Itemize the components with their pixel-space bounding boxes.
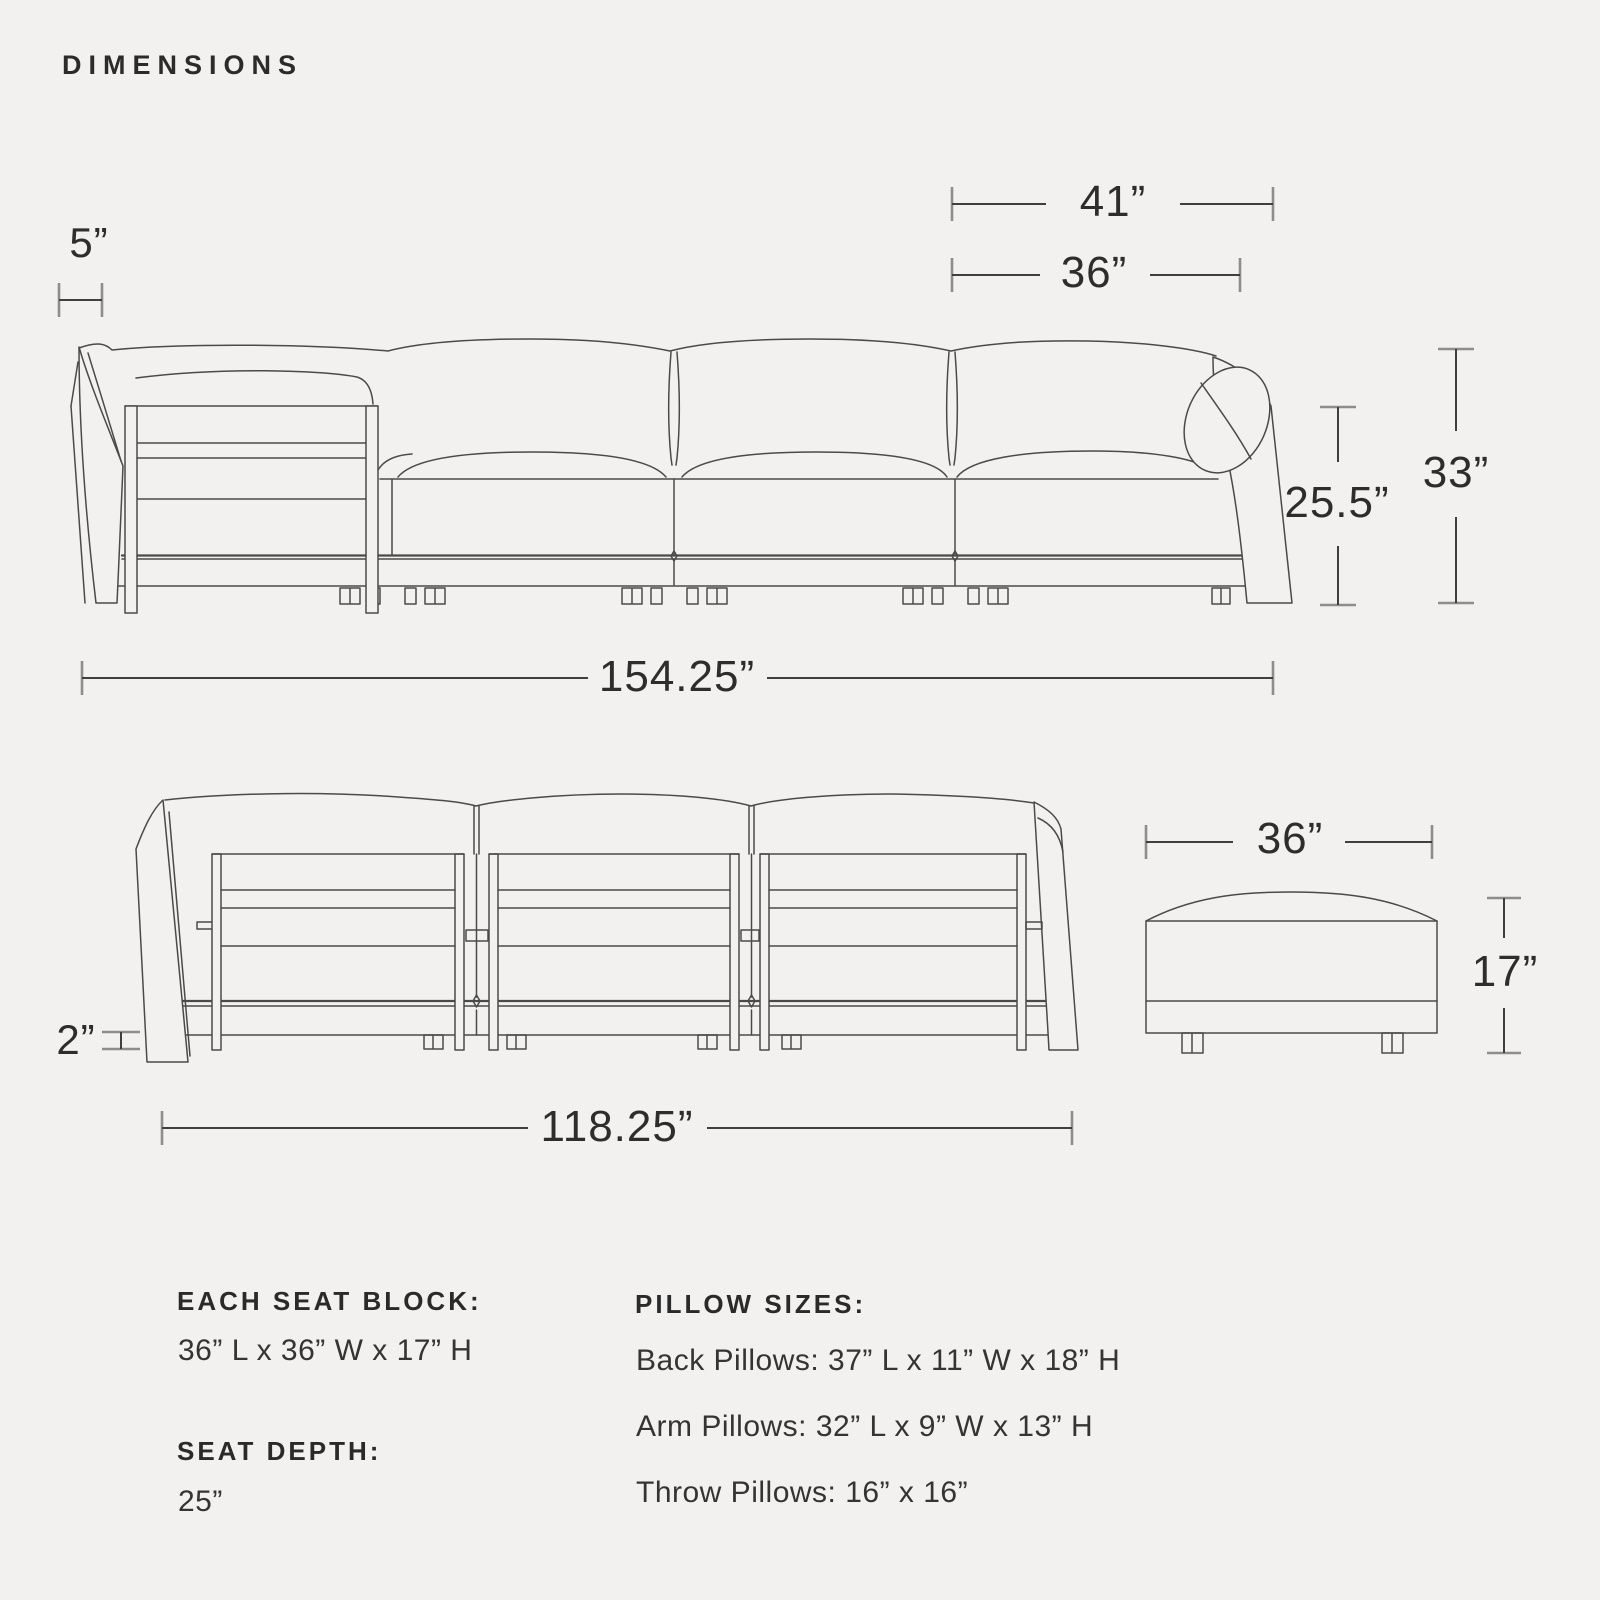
pillow-sizes-header: PILLOW SIZES: (635, 1289, 867, 1319)
dim-label-seat-width: 36” (1060, 248, 1128, 297)
pillow-size-back: Back Pillows: 37” L x 11” W x 18” H (636, 1344, 1121, 1377)
dim-label-seat-back-height: 25.5” (1284, 478, 1390, 527)
dim-label-back-depth: 5” (69, 219, 109, 266)
back-view-legs (424, 1035, 801, 1049)
dim-label-ottoman-width: 36” (1256, 814, 1324, 863)
side-view-legs (340, 588, 1230, 604)
sofa-side-view-drawing (71, 339, 1292, 613)
seat-depth-value: 25” (178, 1485, 223, 1518)
seat-block-header: EACH SEAT BLOCK: (177, 1286, 482, 1316)
ottoman-legs (1182, 1033, 1403, 1053)
pillow-size-arm: Arm Pillows: 32” L x 9” W x 13” H (636, 1410, 1094, 1443)
sofa-back-view-drawing (136, 794, 1078, 1062)
ottoman-drawing (1146, 892, 1437, 1053)
seat-block-value: 36” L x 36” W x 17” H (178, 1334, 473, 1367)
dim-label-overall-length: 154.25” (598, 652, 756, 701)
page-title: DIMENSIONS (62, 50, 304, 80)
dim-label-leg-height: 2” (56, 1016, 96, 1063)
dim-label-ottoman-height: 17” (1471, 947, 1539, 996)
dim-label-seat-with-arm-width: 41” (1079, 177, 1147, 226)
pillow-size-throw: Throw Pillows: 16” x 16” (636, 1476, 969, 1509)
dim-label-overall-height: 33” (1422, 448, 1490, 497)
dim-label-frame-length: 118.25” (540, 1102, 694, 1151)
seat-depth-header: SEAT DEPTH: (177, 1436, 382, 1466)
